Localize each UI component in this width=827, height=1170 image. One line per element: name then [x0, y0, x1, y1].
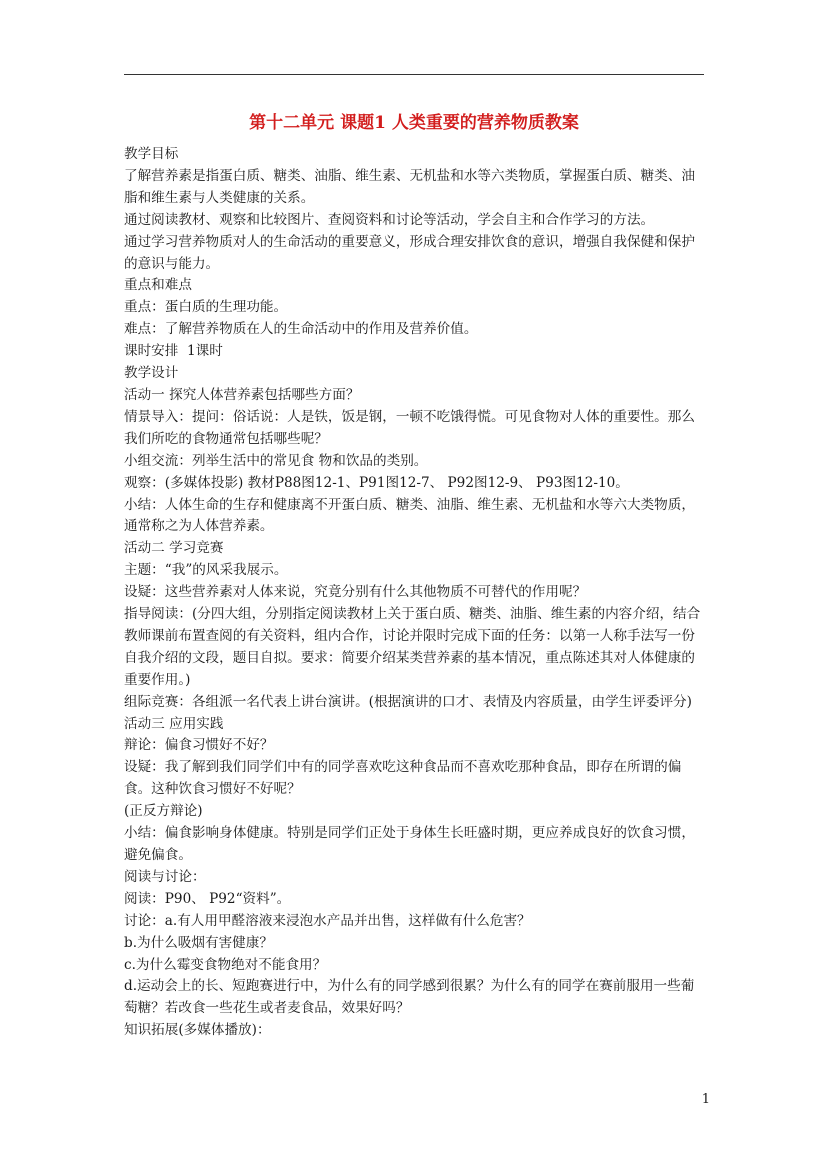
paragraph: 难点：了解营养物质在人的生命活动中的作用及营养价值。 — [124, 321, 478, 338]
activity-heading: 活动一 探究人体营养素包括哪些方面？ — [124, 386, 360, 403]
section-heading: 重点和难点 — [124, 277, 192, 294]
paragraph: 通过学习营养物质对人的生命活动的重要意义，形成合理安排饮食的意识，增强自我保健和保护的意识与能力。 — [124, 233, 695, 272]
section-heading: 教学设计 — [124, 365, 179, 382]
paragraph: 主题：“我”的风采我展示。 — [124, 562, 288, 579]
paragraph: 阅读：P90、 P92“资料”。 — [124, 890, 291, 907]
activity-heading: 活动二 学习竞赛 — [124, 540, 224, 557]
paragraph: 小组交流：列举生活中的常见食 物和饮品的类别。 — [124, 452, 428, 469]
paragraph: 小结：偏食影响身体健康。特别是同学们正处于身体生长旺盛时期，更应养成良好的饮食习惯，避免偏食。 — [124, 825, 695, 863]
paragraph: 指导阅读：(分四大组，分别指定阅读教材上关于蛋白质、糖类、油脂、维生素的内容介绍，结合教师课前布置查阅的有关资料，组内合作，讨论并限时完成下面的任务：以第一人称手法写一份自我介绍的文段，题目自拟。要求：简要介绍某类营养素的基本情况，重点陈述其对人体健康的重要作用。) — [124, 606, 701, 688]
paragraph: d.运动会上的长、短跑赛进行中，为什么有的同学感到很累？为什么有的同学在赛前服用一些葡萄糖？若改食一些花生或者麦食品，效果好吗？ — [124, 978, 695, 1017]
paragraph: 重点：蛋白质的生理功能。 — [124, 299, 288, 316]
document-body — [124, 144, 706, 1042]
header-rule — [124, 74, 704, 75]
section-heading: 教学目标 — [124, 146, 179, 162]
activity-heading: 活动三 应用实践 — [124, 715, 224, 732]
paragraph: 通过阅读教材、观察和比较图片、查阅资料和讨论等活动，学会自主和合作学习的方法。 — [124, 211, 655, 228]
paragraph: 知识拓展(多媒体播放)： — [124, 1022, 271, 1039]
paragraph: 讨论：a.有人用甲醛溶液来浸泡水产品并出售，这样做有什么危害？ — [124, 912, 531, 929]
paragraph: 辩论：偏食习惯好不好？ — [124, 737, 274, 754]
paragraph: 课时安排 1课时 — [124, 343, 223, 360]
paragraph: 组际竞赛：各组派一名代表上讲台演讲。(根据演讲的口才、表情及内容质量，由学生评委评分) — [124, 693, 692, 710]
paragraph: (正反方辩论) — [124, 803, 203, 820]
paragraph: 设疑：我了解到我们同学们中有的同学喜欢吃这种食品而不喜欢吃那种食品，即存在所谓的偏食。这种饮食习惯好不好呢？ — [124, 759, 682, 798]
paragraph: 观察：(多媒体投影) 教材P88图12-1、P91图12-7、 P92图12-9、 P93图12-10。 — [124, 474, 629, 491]
document-title: 第十二单元 课题1 人类重要的营养物质教案 — [249, 113, 579, 133]
paragraph: 了解营养素是指蛋白质、糖类、油脂、维生素、无机盐和水等六类物质，掌握蛋白质、糖类、油脂和维生素与人类健康的关系。 — [124, 167, 695, 206]
paragraph: 设疑：这些营养素对人体来说，究竟分别有什么其他物质不可替代的作用呢？ — [124, 584, 587, 601]
paragraph: 阅读与讨论： — [124, 868, 206, 885]
paragraph: b.为什么吸烟有害健康？ — [124, 934, 273, 951]
page-number: 1 — [701, 1092, 710, 1107]
paragraph: 小结：人体生命的生存和健康离不开蛋白质、糖类、油脂、维生素、无机盐和水等六大类物质，通常称之为人体营养素。 — [124, 496, 695, 535]
paragraph: 情景导入：提问：俗话说：人是铁，饭是钢，一顿不吃饿得慌。可见食物对人体的重要性。那么我们所吃的食物通常包括哪些呢？ — [124, 408, 695, 447]
paragraph: c.为什么霉变食物绝对不能食用？ — [124, 956, 327, 973]
